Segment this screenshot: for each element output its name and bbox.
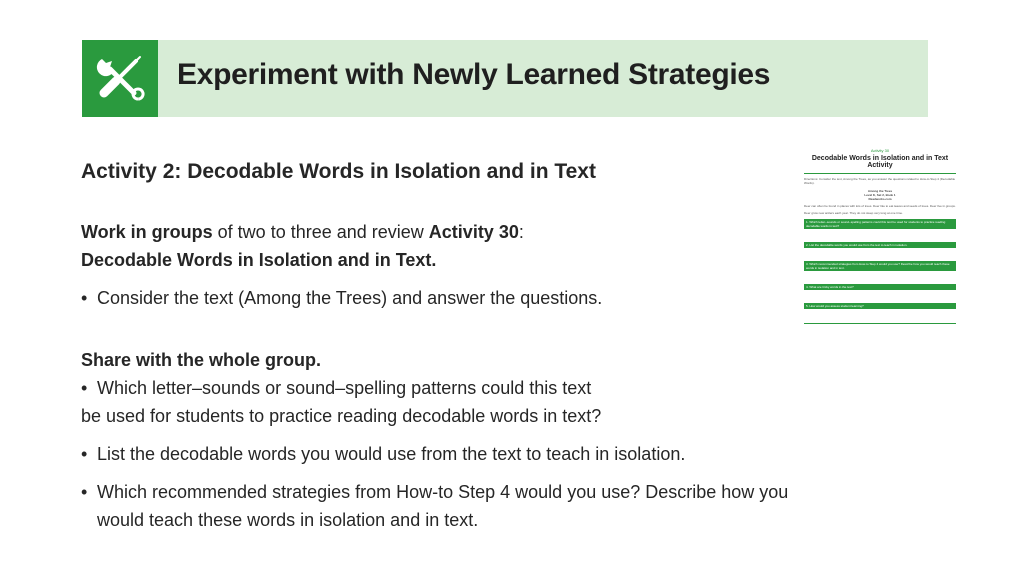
banner-title: Experiment with Newly Learned Strategies <box>177 58 771 91</box>
intro-activity-title: Decodable Words in Isolation and in Text. <box>81 250 437 270</box>
header-banner <box>82 40 928 117</box>
intro-line-2 <box>81 246 861 274</box>
intro-bold-groups: Work in groups <box>81 222 213 242</box>
activity-heading: Activity 2: Decodable Words in Isolation and in Text <box>81 160 596 183</box>
bullet-consider-text: Consider the text (Among the Trees) and answer the questions. <box>97 288 603 308</box>
bullet-glyph: • <box>81 444 88 464</box>
thumb-directions: Directions: Consider the text, Among the Trees, as you answer the questions related to How-to Step 4 (Decodable Words). <box>804 177 956 185</box>
thumb-question-3: 3. Which recommended strategies from How-to Step 4 would you use? Describe how you would teach these words in isolation and in text. <box>804 261 956 271</box>
tools-icon <box>82 40 158 117</box>
bullet-strategies-line-1: Which recommended strategies from How-to Step 4 would you use? Describe how you <box>97 482 789 502</box>
intro-text-2: : <box>518 222 524 242</box>
intro-bold-activity: Activity 30 <box>428 222 519 242</box>
thumb-question-2: 2. List the decodable words you would use from the text to teach in isolation. <box>804 242 956 248</box>
thumb-kicker: Activity 30 <box>870 148 890 153</box>
bullet-glyph: • <box>81 288 88 308</box>
activity-handout-thumbnail <box>804 148 956 360</box>
list-item <box>81 440 861 468</box>
list-item <box>81 374 861 402</box>
thumb-question-1: 1. Which letter–sounds or sound–spelling patterns could this text be used for students to practice reading decodable words in text? <box>804 219 956 229</box>
bullet-decodable-words: List the decodable words you would use from the text to teach in isolation. <box>97 444 686 464</box>
thumb-book-source: Readworks.com <box>868 197 892 201</box>
intro-text-1: of two to three and review <box>212 222 429 242</box>
thumb-divider <box>804 173 956 174</box>
intro-line-1 <box>81 218 861 246</box>
thumb-question-4: 4. What are tricky words in the text? <box>804 284 956 290</box>
bullet-glyph: • <box>81 378 88 398</box>
bullet-glyph: • <box>81 482 88 502</box>
list-item <box>81 478 861 534</box>
bullet-letter-sounds-cont: be used for students to practice reading decodable words in text? <box>81 406 602 426</box>
thumb-book-level: Level K, Set 2, Book 1 <box>864 193 896 197</box>
thumb-bottom-rule <box>804 323 956 324</box>
bullet-strategies <box>97 478 788 534</box>
wrench-screwdriver-icon <box>92 51 148 107</box>
thumb-title: Decodable Words in Isolation and in Text Activity <box>811 155 949 169</box>
bullet-letter-sounds: Which letter–sounds or sound–spelling patterns could this text <box>97 378 592 398</box>
thumb-question-5: 5. How would you assess student learning? <box>804 303 956 309</box>
thumb-paragraph-2: Deer grow new antlers each year. They do not sleep very long at one time. <box>804 211 903 215</box>
thumb-paragraph-1: Deer can often be found in places with lots of trees. Deer like to eat leaves and seeds of trees. Deer live in groups. <box>804 204 956 208</box>
bullet-strategies-line-2: would teach these words in isolation and in text. <box>97 510 479 530</box>
share-heading-text: Share with the whole group. <box>81 350 322 370</box>
list-item <box>81 284 861 312</box>
share-heading <box>81 346 861 374</box>
thumb-book-title: Among the Trees <box>867 189 893 193</box>
activity-content <box>81 158 861 534</box>
